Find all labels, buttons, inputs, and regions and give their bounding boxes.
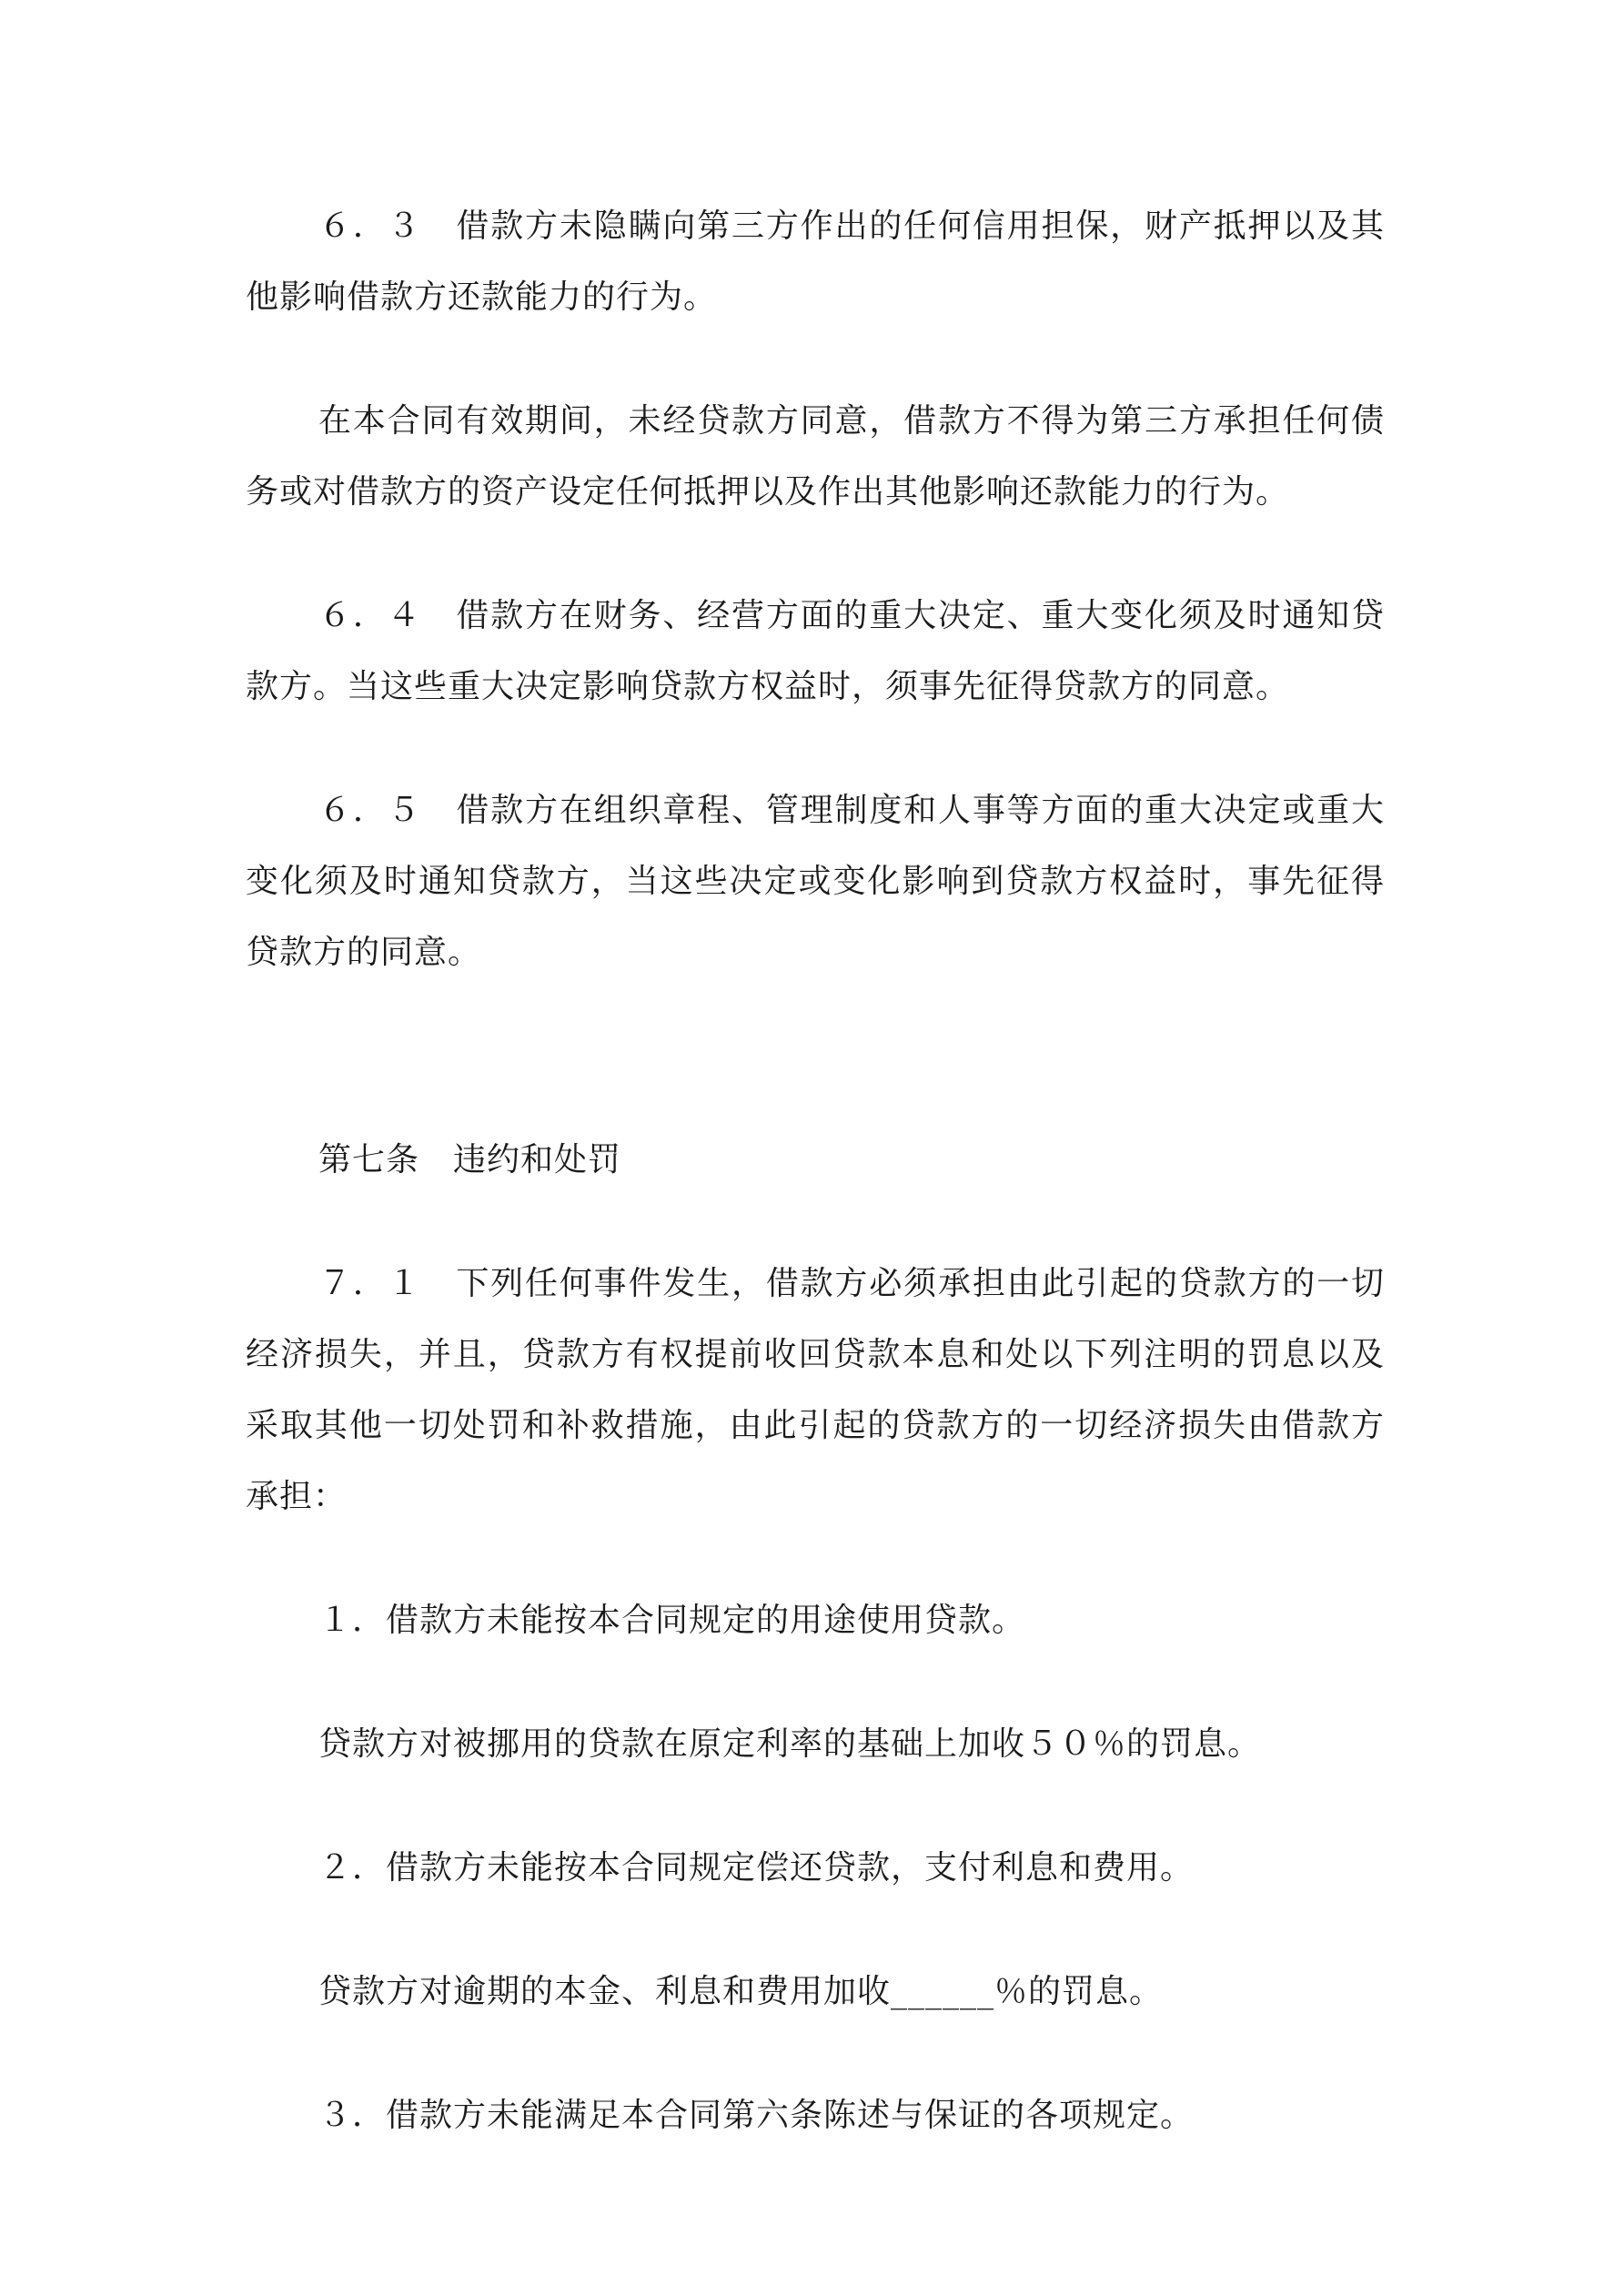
article-7-heading: 第七条 违约和处罚 <box>318 1141 622 1178</box>
item-3: ３．借款方未能满足本合同第六条陈述与保证的各项规定。 <box>318 2097 1195 2134</box>
document-page <box>246 191 1385 2151</box>
clause-6-3-restriction: 在本合同有效期间，未经贷款方同意，借款方不得为第三方承担任何债务或对借款方的资产设定任何抵押以及作出其他影响还款能力的行为。 <box>246 402 1385 511</box>
clause-6-4: ６．４ 借款方在财务、经营方面的重大决定、重大变化须及时通知贷款方。当这些重大决定影响贷款方权益时，须事先征得贷款方的同意。 <box>246 597 1385 705</box>
item-1: １．借款方未能按本合同规定的用途使用贷款。 <box>318 1602 1026 1639</box>
clause-6-3: ６．３ 借款方未隐瞒向第三方作出的任何信用担保，财产抵押以及其他影响借款方还款能力的行为。 <box>246 207 1385 316</box>
item-1-penalty: 贷款方对被挪用的贷款在原定利率的基础上加收５０％的罚息。 <box>318 1725 1262 1763</box>
clause-6-5: ６．５ 借款方在组织章程、管理制度和人事等方面的重大决定或重大变化须及时通知贷款方，当这些决定或变化影响到贷款方权益时，事先征得贷款方的同意。 <box>246 792 1385 971</box>
item-2: ２．借款方未能按本合同规定偿还贷款，支付利息和费用。 <box>318 1849 1195 1886</box>
clause-7-1: ７．１ 下列任何事件发生，借款方必须承担由此引起的贷款方的一切经济损失，并且，贷款方有权提前收回贷款本息和处以下列注明的罚息以及采取其他一切处罚和补救措施，由此引起的贷款方的一切经济损失由借款方承担： <box>246 1265 1385 1515</box>
item-2-penalty: 贷款方对逾期的本金、利息和费用加收______％的罚息。 <box>318 1973 1164 2010</box>
